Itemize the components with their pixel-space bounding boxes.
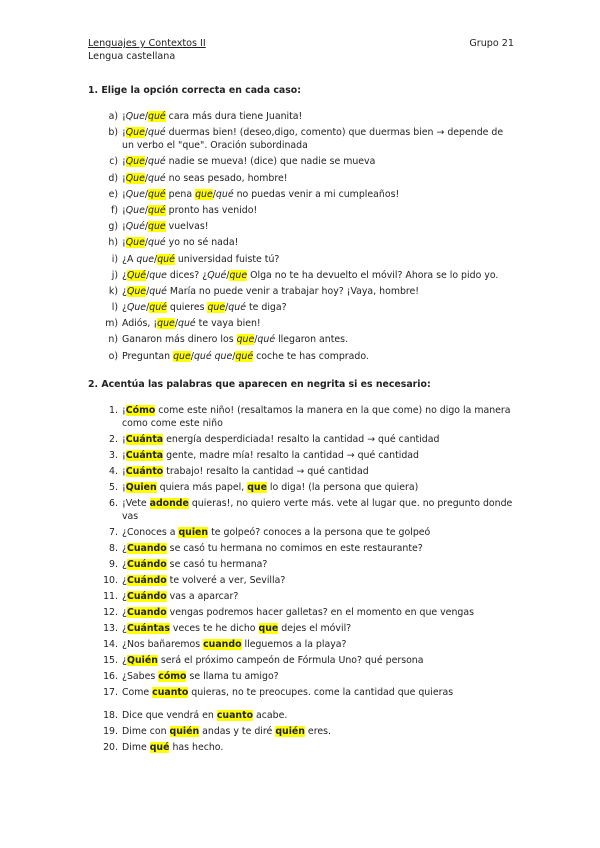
- highlighted-answer: qué: [235, 350, 254, 362]
- list-item: [88, 622, 516, 635]
- text-run: /: [144, 156, 149, 168]
- text-run: andas y te diré: [199, 726, 276, 737]
- item-marker: k): [108, 285, 118, 297]
- text-run: ¡: [122, 204, 126, 216]
- text-run: ¡: [122, 466, 126, 477]
- item-marker: 19.: [103, 726, 118, 737]
- list-item: [88, 670, 516, 683]
- text-run: María no puede venir a trabajar hoy? ¡Vaya, hombre!: [166, 285, 420, 297]
- highlighted-answer: Cuando: [126, 543, 167, 554]
- text-run: ¿A: [122, 253, 137, 265]
- text-run: energía desperdiciada! resalto la cantidad → qué cantidad: [163, 434, 440, 445]
- highlighted-answer: qué: [149, 742, 170, 753]
- item-text: [122, 465, 516, 478]
- text-run: qué: [257, 334, 276, 346]
- text-run: Preguntan: [122, 350, 174, 362]
- list-item: [88, 686, 516, 699]
- text-run: ¡: [122, 405, 126, 416]
- item-marker: 6.: [109, 498, 118, 509]
- text-run: lo diga! (la persona que quiera): [266, 482, 419, 493]
- text-run: lleguemos a la playa?: [241, 639, 347, 650]
- text-run: trabajo! resalto la cantidad → qué cantidad: [163, 466, 369, 477]
- list-item: [88, 497, 516, 523]
- item-marker: f): [111, 204, 118, 216]
- list-item: [88, 253, 516, 266]
- text-run: se casó tu hermana?: [166, 559, 268, 570]
- highlighted-answer: Cuándo: [126, 559, 167, 570]
- text-run: ¿: [122, 575, 127, 586]
- item-marker: 1.: [109, 405, 118, 416]
- item-marker: 15.: [103, 655, 118, 666]
- text-run: ¿: [122, 302, 127, 314]
- highlighted-answer: Quien: [125, 482, 157, 493]
- text-run: Que: [126, 302, 147, 314]
- text-run: /: [174, 318, 178, 330]
- item-text: [122, 188, 516, 201]
- item-text: [122, 497, 516, 523]
- subject-name: Lengua castellana: [88, 51, 176, 62]
- text-run: dejes el móvil?: [278, 623, 352, 634]
- text-run: qué: [178, 318, 196, 330]
- highlighted-answer: cuanto: [216, 710, 254, 721]
- exercise-1-list: [88, 110, 516, 366]
- text-run: ¡: [122, 188, 126, 200]
- list-item: [88, 574, 516, 587]
- item-marker: 14.: [103, 639, 118, 650]
- item-text: [122, 709, 516, 722]
- item-text: [122, 404, 516, 430]
- text-run: acabe.: [253, 710, 288, 721]
- item-marker: h): [108, 237, 118, 249]
- text-run: /: [144, 127, 149, 139]
- text-run: /: [144, 204, 149, 216]
- text-run: ¡: [122, 111, 126, 122]
- highlighted-answer: que: [236, 334, 255, 346]
- item-text: [122, 155, 516, 168]
- text-run: pronto has venido!: [165, 204, 258, 216]
- text-run: será el próximo campeón de Fórmula Uno? qué persona: [157, 655, 424, 666]
- list-item: [88, 526, 516, 539]
- course-name: Lenguajes y Contextos II: [88, 38, 206, 49]
- list-item: [88, 542, 516, 555]
- text-run: ¡: [122, 434, 126, 445]
- text-run: duermas bien! (deseo,digo, comento) que duermas bien → depende de un verbo el "que". Oración subordinada: [122, 127, 504, 152]
- highlighted-answer: Cuánto: [125, 466, 164, 477]
- item-text: [122, 670, 516, 683]
- text-run: /: [144, 172, 149, 184]
- list-item: [88, 404, 516, 430]
- highlighted-answer: Cuánta: [125, 450, 164, 461]
- highlighted-answer: quien: [178, 527, 209, 538]
- highlighted-answer: qué: [148, 111, 166, 122]
- text-run: Dime con: [122, 726, 170, 737]
- item-marker: n): [108, 334, 118, 346]
- highlighted-answer: Cómo: [125, 405, 156, 416]
- text-run: qué: [228, 302, 246, 314]
- item-text: [122, 220, 516, 233]
- item-marker: l): [111, 302, 118, 314]
- text-run: /: [146, 269, 150, 281]
- text-run: /: [144, 188, 149, 200]
- text-run: Qué: [207, 269, 227, 281]
- item-text: [122, 542, 516, 555]
- list-item: [88, 269, 516, 282]
- text-run: /: [144, 111, 149, 122]
- text-run: Que: [125, 204, 145, 216]
- highlighted-answer: que: [229, 269, 248, 281]
- text-run: ¿: [122, 607, 127, 618]
- text-run: no seas pesado, hombre!: [165, 172, 288, 184]
- item-marker: 3.: [109, 450, 118, 461]
- item-text: [122, 590, 516, 603]
- text-run: /: [232, 350, 236, 362]
- highlighted-answer: Quién: [126, 655, 158, 666]
- text-run: vengas podremos hacer galletas? en el momento en que vengas: [166, 607, 474, 618]
- text-run: ¿: [122, 655, 127, 666]
- item-text: [122, 481, 516, 494]
- text-run: ¿Sabes: [122, 671, 159, 682]
- list-item: [88, 741, 516, 754]
- item-marker: d): [108, 172, 118, 184]
- item-text: [122, 333, 516, 346]
- list-item: [88, 188, 516, 201]
- text-run: /: [254, 334, 258, 346]
- list-item: [88, 204, 516, 217]
- text-run: gente, madre mía! resalto la cantidad → qué cantidad: [163, 450, 419, 461]
- item-marker: 9.: [109, 559, 118, 570]
- item-marker: 10.: [103, 575, 118, 586]
- text-run: ¡: [122, 482, 126, 493]
- item-marker: 12.: [103, 607, 118, 618]
- text-run: Come: [122, 687, 153, 698]
- text-run: qué: [148, 237, 166, 249]
- highlighted-answer: que: [173, 350, 191, 362]
- text-run: qué: [149, 285, 167, 297]
- list-item: [88, 220, 516, 233]
- highlighted-answer: qué: [149, 302, 167, 314]
- text-run: que: [149, 269, 167, 281]
- item-text: [122, 638, 516, 651]
- text-run: has hecho.: [169, 742, 224, 753]
- list-item: [88, 333, 516, 346]
- text-run: ¡Vete: [122, 498, 150, 509]
- highlighted-answer: quién: [169, 726, 200, 737]
- highlighted-answer: que: [157, 318, 175, 330]
- text-run: veces te he dicho: [169, 623, 259, 634]
- text-run: Que: [125, 111, 145, 122]
- highlighted-answer: cuando: [203, 639, 242, 650]
- list-item: [88, 725, 516, 738]
- item-text: [122, 317, 516, 330]
- item-text: [122, 204, 516, 217]
- highlighted-answer: que: [247, 482, 267, 493]
- list-item: [88, 350, 516, 363]
- item-marker: i): [111, 253, 118, 265]
- list-item: [88, 654, 516, 667]
- item-text: [122, 606, 516, 619]
- highlighted-answer: Que: [125, 127, 145, 139]
- text-run: qué: [148, 172, 166, 184]
- text-run: te golpeó? conoces a la persona que te golpeó: [208, 527, 431, 538]
- list-item: [88, 481, 516, 494]
- text-run: Qué: [125, 221, 145, 233]
- list-item: [88, 285, 516, 298]
- item-text: [122, 558, 516, 571]
- text-run: /: [190, 350, 194, 362]
- text-run: que: [136, 253, 155, 265]
- list-item: [88, 709, 516, 722]
- group-label: Grupo 21: [469, 38, 514, 49]
- text-run: no puedas venir a mi cumpleaños!: [233, 188, 400, 200]
- item-marker: 18.: [103, 710, 118, 721]
- list-item: [88, 638, 516, 651]
- list-item: [88, 465, 516, 478]
- item-text: [122, 301, 516, 314]
- item-text: [122, 285, 516, 298]
- text-run: eres.: [304, 726, 331, 737]
- text-run: ¡: [122, 221, 126, 233]
- item-marker: c): [109, 156, 118, 168]
- item-marker: j): [111, 269, 118, 281]
- item-text: [122, 433, 516, 446]
- text-run: vas a aparcar?: [166, 591, 239, 602]
- text-run: /: [212, 188, 216, 200]
- list-item: [88, 126, 516, 152]
- text-run: ¿Conoces a: [122, 527, 179, 538]
- text-run: qué: [215, 188, 234, 200]
- text-run: /: [146, 285, 150, 297]
- item-text: [122, 526, 516, 539]
- item-text: [122, 172, 516, 185]
- text-run: pena: [165, 188, 196, 200]
- text-run: ¡: [122, 172, 126, 184]
- text-run: cara más dura tiene Juanita!: [165, 111, 303, 122]
- text-run: ¡: [122, 237, 126, 249]
- text-run: qué: [148, 156, 166, 168]
- highlighted-answer: que: [258, 623, 279, 634]
- text-run: llegaron antes.: [275, 334, 349, 346]
- text-run: nadie se mueva! (dice) que nadie se mueva: [165, 156, 376, 168]
- text-run: se casó tu hermana no comimos en este restaurante?: [166, 543, 423, 554]
- text-run: Dice que vendrá en: [122, 710, 217, 721]
- text-run: universidad fuiste tú?: [174, 253, 280, 265]
- item-text: [122, 686, 516, 699]
- text-run: /: [226, 269, 230, 281]
- item-text: [122, 725, 516, 738]
- list-item: [88, 110, 516, 123]
- text-run: quieras!, no quiero verte más. vete al lugar que. no pregunto donde vas: [122, 498, 513, 522]
- text-run: quieres: [166, 302, 208, 314]
- highlighted-answer: qué: [148, 204, 166, 216]
- text-run: qué: [193, 350, 212, 362]
- item-text: [122, 126, 516, 152]
- highlighted-answer: Cuándo: [126, 575, 167, 586]
- text-run: se llama tu amigo?: [186, 671, 279, 682]
- text-run: Dime: [122, 742, 150, 753]
- item-marker: 4.: [109, 466, 118, 477]
- highlighted-answer: Cuántas: [126, 623, 170, 634]
- text-run: vuelvas!: [165, 221, 209, 233]
- item-marker: 20.: [103, 742, 118, 753]
- item-marker: 7.: [109, 527, 118, 538]
- item-text: [122, 350, 516, 363]
- item-text: [122, 654, 516, 667]
- section-1-title: 1. Elige la opción correcta en cada caso:: [88, 85, 301, 96]
- item-marker: 5.: [109, 482, 118, 493]
- item-marker: e): [108, 188, 118, 200]
- highlighted-answer: Cuándo: [126, 591, 167, 602]
- text-run: Ganaron más dinero los: [122, 334, 237, 346]
- text-run: te diga?: [245, 302, 287, 314]
- item-text: [122, 236, 516, 249]
- highlighted-answer: Qué: [126, 269, 147, 281]
- highlighted-answer: Que: [126, 285, 147, 297]
- text-run: ¿: [122, 623, 127, 634]
- text-run: que: [214, 350, 233, 362]
- highlighted-answer: cómo: [158, 671, 187, 682]
- item-marker: m): [105, 318, 118, 330]
- highlighted-answer: Que: [125, 156, 145, 168]
- item-marker: 13.: [103, 623, 118, 634]
- text-run: ¿Nos bañaremos: [122, 639, 204, 650]
- text-run: /: [146, 302, 150, 314]
- item-text: [122, 574, 516, 587]
- text-run: Que: [125, 188, 145, 200]
- list-item: [88, 433, 516, 446]
- item-marker: b): [108, 127, 118, 139]
- highlighted-answer: qué: [157, 253, 175, 265]
- highlighted-answer: Que: [125, 237, 145, 249]
- highlighted-answer: Que: [125, 172, 145, 184]
- highlighted-answer: que: [195, 188, 213, 200]
- item-marker: o): [108, 350, 118, 362]
- text-run: yo no sé nada!: [165, 237, 239, 249]
- highlighted-answer: quién: [275, 726, 305, 737]
- highlighted-answer: Cuando: [126, 607, 167, 618]
- item-text: [122, 269, 516, 282]
- highlighted-answer: Cuánta: [125, 434, 164, 445]
- text-run: ¿: [122, 285, 127, 297]
- text-run: ¿: [122, 269, 127, 281]
- list-item: [88, 317, 516, 330]
- text-run: ¿: [122, 543, 127, 554]
- item-marker: 2.: [109, 434, 118, 445]
- text-run: /: [144, 221, 149, 233]
- list-item: [88, 172, 516, 185]
- text-run: te vaya bien!: [195, 318, 261, 330]
- text-run: /: [154, 253, 158, 265]
- text-run: te volveré a ver, Sevilla?: [166, 575, 286, 586]
- exercise-2-list: [88, 404, 516, 757]
- item-marker: g): [108, 221, 118, 233]
- section-2-title: 2. Acentúa las palabras que aparecen en negrita si es necesario:: [88, 379, 431, 390]
- item-text: [122, 110, 516, 123]
- list-item: [88, 558, 516, 571]
- list-item: [88, 236, 516, 249]
- list-item: [88, 590, 516, 603]
- item-text: [122, 253, 516, 266]
- text-run: quieras, no te preocupes. come la cantidad que quieras: [188, 687, 454, 698]
- highlighted-answer: adonde: [149, 498, 189, 509]
- highlighted-answer: que: [148, 221, 166, 233]
- text-run: coche te has comprado.: [253, 350, 369, 362]
- text-run: ¿: [122, 591, 127, 602]
- item-marker: 11.: [103, 591, 118, 602]
- text-run: Olga no te ha devuelto el móvil? Ahora se lo pido yo.: [247, 269, 499, 281]
- text-run: quiera más papel,: [156, 482, 248, 493]
- text-run: qué: [148, 127, 166, 139]
- text-run: dices? ¿: [166, 269, 208, 281]
- item-marker: 16.: [103, 671, 118, 682]
- highlighted-answer: cuanto: [152, 687, 189, 698]
- item-marker: a): [108, 111, 118, 122]
- item-text: [122, 741, 516, 754]
- list-item: [88, 449, 516, 462]
- list-item: [88, 301, 516, 314]
- document-header: [88, 37, 514, 63]
- text-run: /: [144, 237, 149, 249]
- highlighted-answer: qué: [148, 188, 166, 200]
- text-run: ¡: [122, 156, 126, 168]
- list-item: [88, 155, 516, 168]
- text-run: ¡: [122, 127, 126, 139]
- list-item: [88, 606, 516, 619]
- text-run: /: [225, 302, 229, 314]
- item-text: [122, 449, 516, 462]
- item-marker: 8.: [109, 543, 118, 554]
- text-run: Adiós, ¡: [122, 318, 158, 330]
- text-run: ¿: [122, 559, 127, 570]
- highlighted-answer: que: [207, 302, 226, 314]
- item-text: [122, 622, 516, 635]
- text-run: ¡: [122, 450, 126, 461]
- text-run: come este niño! (resaltamos la manera en la que come) no digo la manera como come este niño: [122, 405, 511, 429]
- item-marker: 17.: [103, 687, 118, 698]
